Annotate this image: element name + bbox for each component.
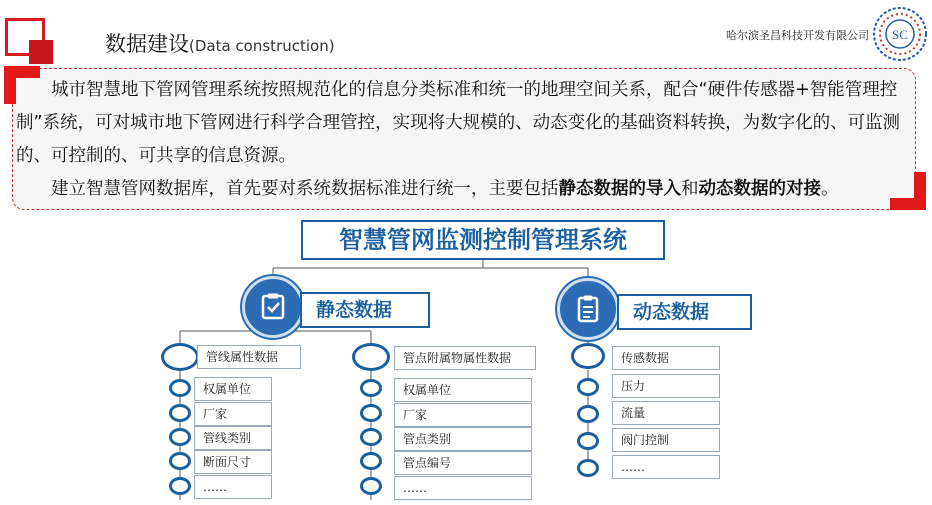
point-item-node: [360, 379, 382, 397]
intro-p2-dynamic: 动态数据的对接: [698, 179, 821, 199]
seal-letters: SC: [892, 27, 908, 42]
pipeline-item-node: [169, 404, 191, 422]
pipeline-item-node: [169, 452, 191, 470]
point-item: 权属单位: [394, 378, 532, 402]
point-item: 管点类别: [394, 427, 532, 451]
intro-p2-end: 。: [821, 179, 839, 199]
dynamic-item-node: [571, 343, 605, 369]
pipeline-item: 厂家: [194, 402, 272, 426]
point-group-node: [352, 343, 390, 371]
point-item-node: [360, 428, 382, 446]
dynamic-item: 压力: [612, 374, 720, 398]
point-item-node: [360, 477, 382, 495]
system-title: 智慧管网监测控制管理系统: [301, 220, 665, 260]
page-title-en: (Data construction): [189, 37, 335, 55]
intro-paragraph-1: 城市智慧地下管网管理系统按照规范化的信息分类标准和统一的地理空间关系，配合“硬件传感器+智能管理控制”系统，可对城市地下管网进行科学合理管控，实现将大规模的、动态变化的基础资料转换，为数字化的、可监测的、可控制的、可共享的信息资源。: [16, 80, 901, 166]
dynamic-data-label: 动态数据: [617, 294, 752, 330]
dynamic-item-node: [577, 459, 599, 477]
intro-p2-static: 静态数据的导入: [558, 179, 681, 199]
dynamic-item: 阀门控制: [612, 428, 720, 452]
intro-p2-prefix: 建立智慧管网数据库，首先要对系统数据标准进行统一，主要包括: [51, 179, 559, 199]
point-item-node: [360, 404, 382, 422]
dynamic-item-node: [577, 432, 599, 450]
pipeline-attr-head: 管线属性数据: [197, 345, 301, 369]
page-title-cn: 数据建设: [105, 32, 189, 56]
point-attr-head: 管点附属物属性数据: [394, 346, 536, 370]
dynamic-item: 传感数据: [612, 346, 720, 370]
point-item: 厂家: [394, 403, 532, 427]
dynamic-item-node: [577, 405, 599, 423]
point-item: ……: [394, 476, 532, 500]
point-item-node: [360, 452, 382, 470]
pipeline-item-node: [169, 477, 191, 495]
static-data-checklist-icon: [242, 276, 304, 338]
dynamic-item: 流量: [612, 401, 720, 425]
pipeline-item: 管线类别: [194, 426, 272, 450]
pipeline-group-node: [161, 343, 199, 371]
pipeline-item-node: [169, 428, 191, 446]
dynamic-item: ……: [612, 455, 720, 479]
point-item: 管点编号: [394, 451, 532, 475]
pipeline-item: 断面尺寸: [194, 450, 272, 474]
static-data-label: 静态数据: [300, 292, 430, 328]
pipeline-item: 权属单位: [194, 377, 272, 401]
dynamic-data-clipboard-icon: [557, 278, 619, 340]
intro-p2-mid: 和: [681, 179, 699, 199]
dynamic-item-node: [577, 378, 599, 396]
pipeline-item: ……: [194, 475, 272, 499]
pipeline-item-node: [169, 379, 191, 397]
company-name: 哈尔滨圣昌科技开发有限公司: [726, 29, 869, 42]
